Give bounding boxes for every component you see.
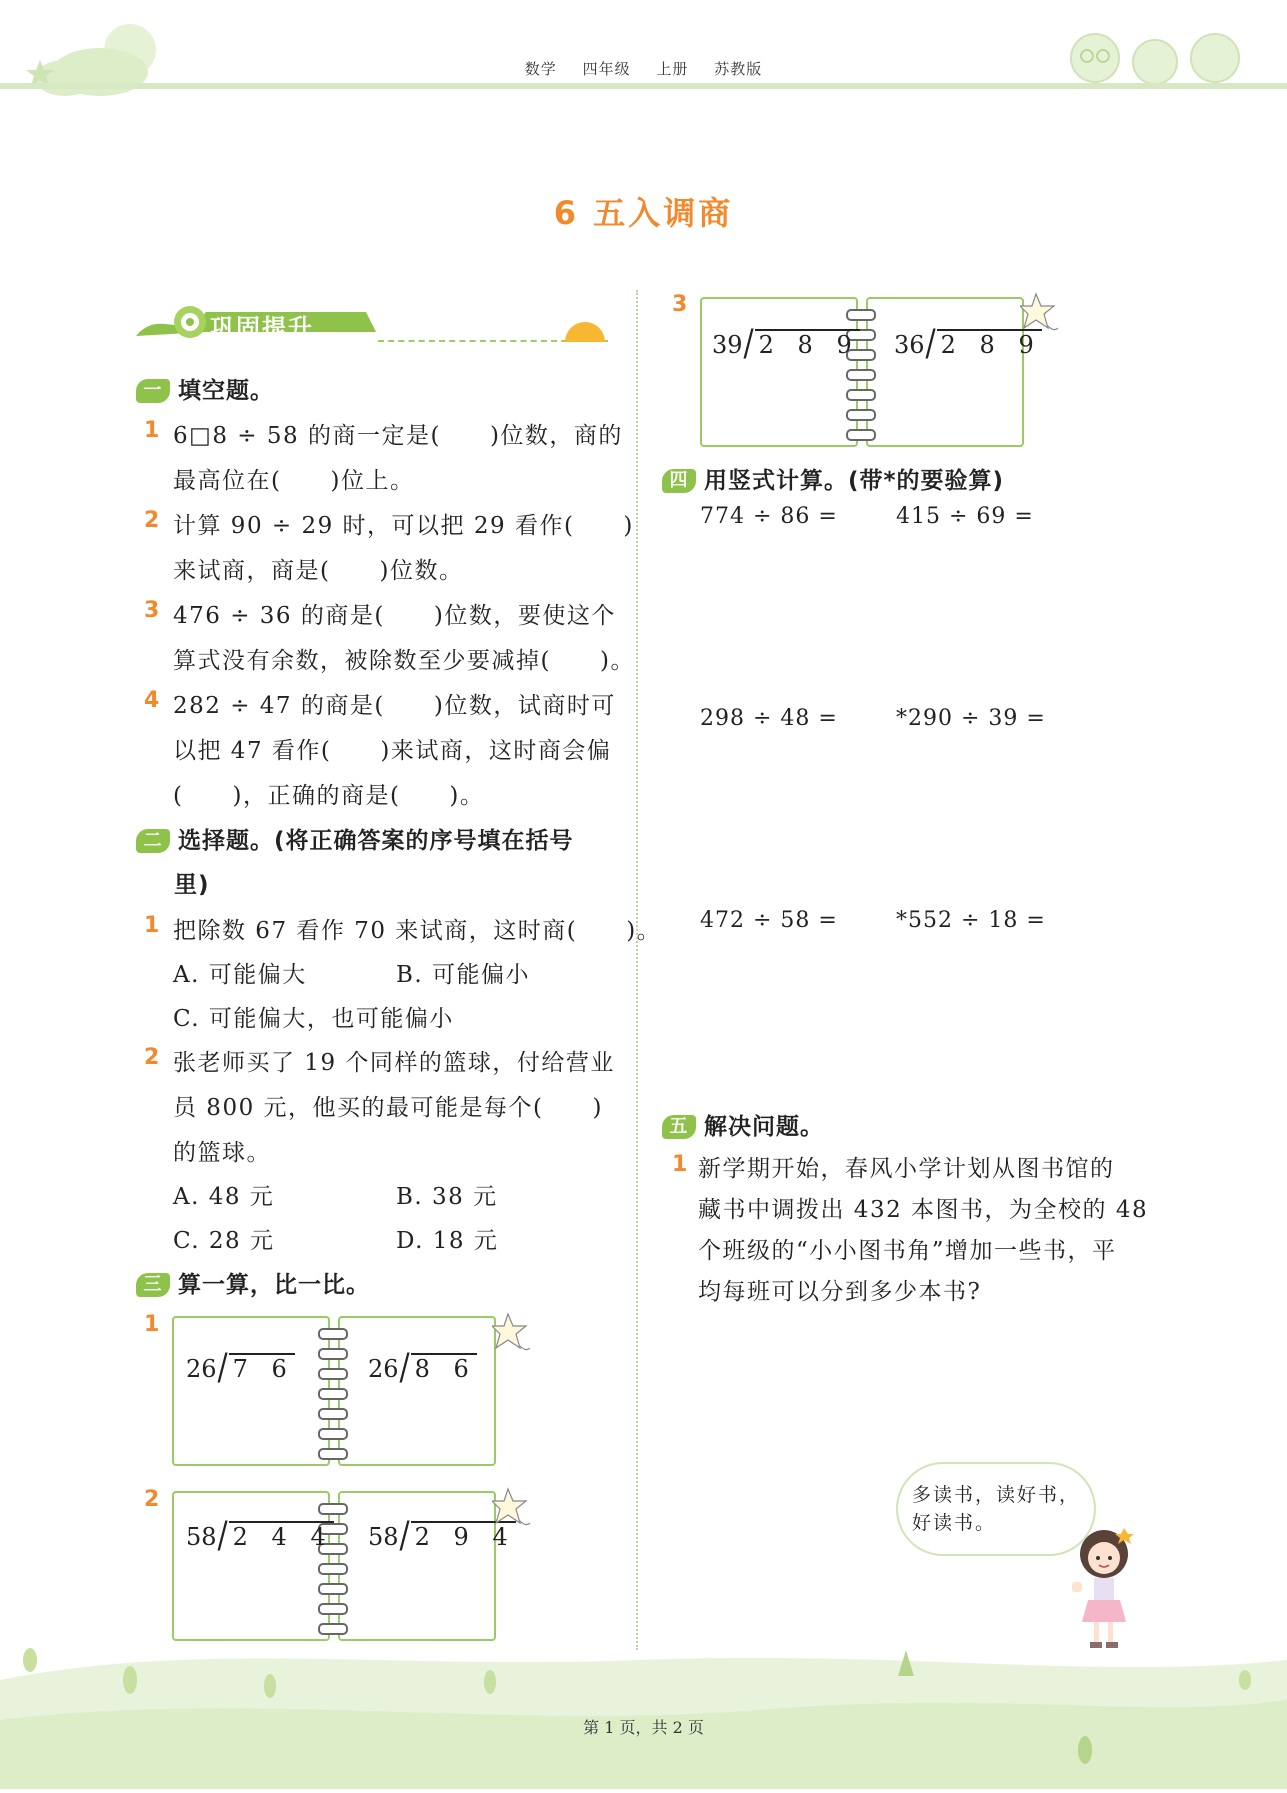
dividend: 8 6 xyxy=(411,1353,477,1383)
s3-item3-right-page xyxy=(866,297,1024,447)
header-rule xyxy=(0,83,1287,89)
s1-q2-number: 2 xyxy=(144,508,160,533)
s3-item3-left-page xyxy=(700,297,858,447)
divisor: 39 xyxy=(712,331,743,359)
s4-calc-1: 774 ÷ 86 = xyxy=(700,504,838,529)
s1-q3-line2: 算式没有余数，被除数至少要减掉( )。 xyxy=(173,648,635,674)
s1-q2-line1: 计算 90 ÷ 29 时，可以把 29 看作( ) xyxy=(173,513,634,539)
s1-q4-line1: 282 ÷ 47 的商是( )位数，试商时可 xyxy=(173,693,616,719)
s5-q1-line1: 新学期开始，春风小学计划从图书馆的 xyxy=(698,1156,1115,1182)
section-4-title: 用竖式计算。(带*的要验算) xyxy=(704,468,1005,494)
s3-item2-number: 2 xyxy=(144,1487,160,1512)
star-mascot-icon xyxy=(1020,292,1060,346)
section-5-heading xyxy=(662,1108,824,1141)
sun-icon xyxy=(565,322,605,342)
s2-q2-option-d: D. 18 元 xyxy=(396,1228,499,1254)
s1-q3-number: 3 xyxy=(144,598,160,623)
s2-q1-option-c: C. 可能偏大，也可能偏小 xyxy=(173,1006,454,1032)
s1-q2-line2: 来试商，商是( )位数。 xyxy=(173,558,464,584)
s1-q4-line2: 以把 47 看作( )来试商，这时商会偏 xyxy=(173,738,612,764)
s3-item3-number: 3 xyxy=(672,292,688,317)
section-5-title: 解决问题。 xyxy=(704,1114,824,1140)
s2-q1-option-a: A. 可能偏大 xyxy=(173,962,307,988)
star-mascot-icon xyxy=(492,1312,532,1366)
star-mascot-icon xyxy=(492,1487,532,1541)
divisor: 58 xyxy=(186,1523,217,1551)
page-title: 6 五入调商 xyxy=(553,194,734,232)
divisor: 26 xyxy=(186,1355,217,1383)
section-2-badge: 二 xyxy=(136,829,170,853)
section-1-badge: 一 xyxy=(136,379,170,403)
s1-q4-number: 4 xyxy=(144,688,160,713)
header-grade: 四年级 xyxy=(582,60,631,78)
header-subject: 数学 xyxy=(524,60,557,78)
dividend: 2 4 4 xyxy=(229,1521,334,1551)
s1-q1-number: 1 xyxy=(144,418,160,443)
s5-q1-line4: 均每班可以分到多少本书? xyxy=(698,1279,982,1305)
s4-calc-4: *290 ÷ 39 = xyxy=(896,706,1046,731)
s5-q1-number: 1 xyxy=(672,1152,688,1177)
s4-calc-5: 472 ÷ 58 = xyxy=(700,908,838,933)
s3-item1-number: 1 xyxy=(144,1312,160,1337)
s2-q2-option-b: B. 38 元 xyxy=(396,1184,498,1210)
section-2-heading xyxy=(136,822,574,855)
divisor: 26 xyxy=(368,1355,399,1383)
s2-q2-line1: 张老师买了 19 个同样的篮球，付给营业 xyxy=(173,1050,615,1076)
header-volume: 上册 xyxy=(656,60,689,78)
girl-reading-illustration xyxy=(1068,1522,1138,1656)
s1-q1-line1: 6□8 ÷ 58 的商一定是( )位数，商的 xyxy=(173,423,623,449)
dividend: 2 9 4 xyxy=(411,1521,516,1551)
column-divider xyxy=(636,290,638,1650)
s2-q2-number: 2 xyxy=(144,1045,160,1070)
dividend: 7 6 xyxy=(229,1353,295,1383)
section-1-title: 填空题。 xyxy=(178,378,274,404)
divisor: 36 xyxy=(894,331,925,359)
s3-item1-left-division: 26/ 7 6 xyxy=(186,1346,295,1389)
s2-q1-number: 1 xyxy=(144,913,160,938)
s2-q1-option-b: B. 可能偏小 xyxy=(396,962,531,988)
s3-item2-left-page xyxy=(172,1491,330,1641)
section-4-badge: 四 xyxy=(662,469,696,493)
s2-q2-option-c: C. 28 元 xyxy=(173,1228,275,1254)
dividend: 2 8 9 xyxy=(755,329,860,359)
section-4-heading xyxy=(662,462,1004,495)
section-3-heading xyxy=(136,1266,370,1299)
s3-item1-right-page xyxy=(338,1316,496,1466)
s3-item3-left-division: 39/ 2 8 9 xyxy=(712,322,860,365)
header-edition: 苏教版 xyxy=(714,60,763,78)
s5-q1-line2: 藏书中调拨出 432 本图书，为全校的 48 xyxy=(698,1197,1149,1223)
s3-item1-left-page xyxy=(172,1316,330,1466)
s4-calc-3: 298 ÷ 48 = xyxy=(700,706,838,731)
s3-item1-right-division: 26/ 8 6 xyxy=(368,1346,477,1389)
s4-calc-2: 415 ÷ 69 = xyxy=(896,504,1034,529)
s1-q4-line3: ( )，正确的商是( )。 xyxy=(173,783,485,809)
s5-q1-line3: 个班级的“小小图书角”增加一些书，平 xyxy=(698,1238,1117,1264)
header-course-info xyxy=(0,58,1287,79)
divisor: 58 xyxy=(368,1523,399,1551)
s2-q2-option-a: A. 48 元 xyxy=(173,1184,275,1210)
s4-calc-6: *552 ÷ 18 = xyxy=(896,908,1046,933)
s2-q2-line2: 员 800 元，他买的最可能是每个( ) xyxy=(173,1095,603,1121)
section-2-title-line1: 选择题。(将正确答案的序号填在括号 xyxy=(178,828,574,854)
dividend: 2 8 9 xyxy=(937,329,1042,359)
s3-item2-left-division: 58/ 2 4 4 xyxy=(186,1514,334,1557)
s1-q1-line2: 最高位在( )位上。 xyxy=(173,468,415,494)
banner-title: 巩固提升 xyxy=(210,314,314,342)
section-5-badge: 五 xyxy=(662,1115,696,1139)
section-2-title-line2: 里) xyxy=(174,872,210,898)
s3-item3-right-division: 36/ 2 8 9 xyxy=(894,322,1042,365)
section-3-title: 算一算，比一比。 xyxy=(178,1272,370,1298)
bubble-line2: 好读书。 xyxy=(912,1512,997,1534)
page-footer: 第 1 页，共 2 页 xyxy=(583,1718,704,1737)
bubble-line1: 多读书，读好书， xyxy=(912,1484,1081,1506)
s3-item2-right-division: 58/ 2 9 4 xyxy=(368,1514,516,1557)
s2-q2-line3: 的篮球。 xyxy=(173,1140,271,1166)
s3-item2-right-page xyxy=(338,1491,496,1641)
s1-q3-line1: 476 ÷ 36 的商是( )位数，要使这个 xyxy=(173,603,616,629)
section-3-badge: 三 xyxy=(136,1273,170,1297)
s2-q1-stem: 把除数 67 看作 70 来试商，这时商( )。 xyxy=(173,918,662,944)
section-1-heading xyxy=(136,372,274,405)
